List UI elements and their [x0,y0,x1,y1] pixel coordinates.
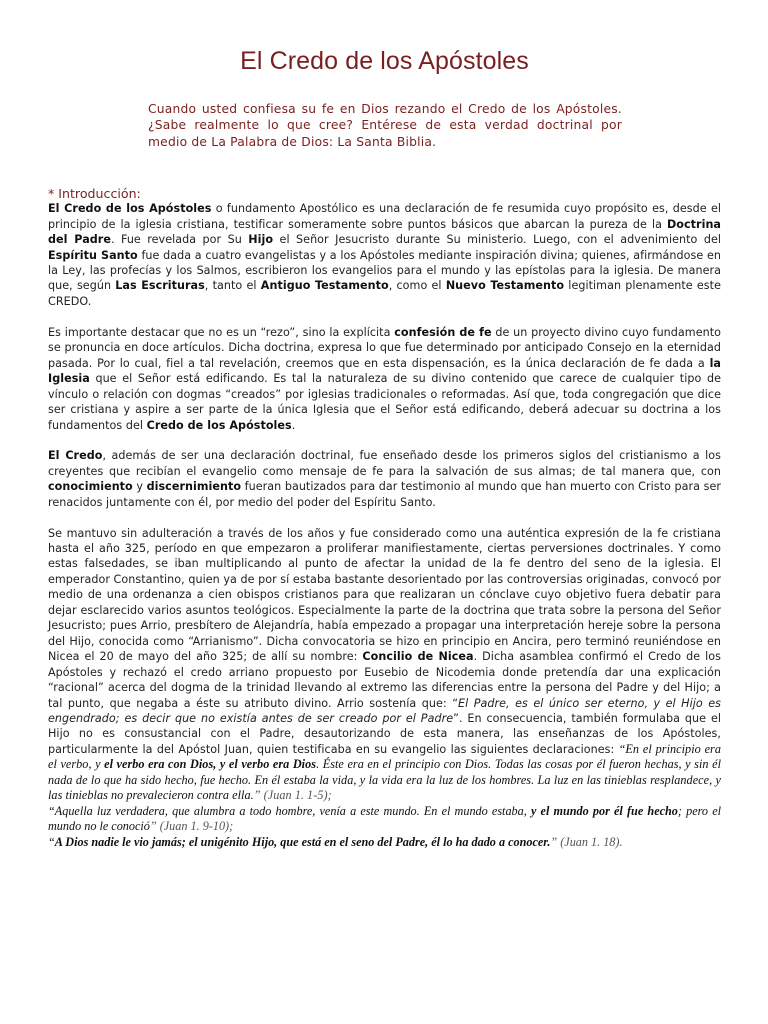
quote-text: “Aquella luz verdadera, que alumbra a todo hombre, venía a este mundo. En el mundo estaba, [48,803,531,818]
bold-text: la Iglesia [48,356,721,386]
bible-reference: ” (Juan 1. 1-5); [253,788,332,803]
text: Es importante destacar que no es un “rezo”, sino la explícita [48,325,395,339]
bold-text: El Credo [48,449,103,463]
text: fueran bautizados para dar testimonio al mundo que han muerto con Cristo para ser renacidos juntamente con él, por medio del poder del Espíritu Santo. [48,480,721,509]
paragraph-1 [48,201,721,309]
quote-text: ; pero el mundo no le conoció [48,803,721,834]
bold-text: Nuevo Testamento [445,279,565,293]
bold-text: discernimiento [146,480,242,494]
italic-quote: El Padre, es el único ser eterno, y el Hijo es engendrado; es decir que no existía antes de ser creado por el Padre [48,696,721,725]
bold-text: Antiguo Testamento [260,279,389,293]
quote-text: . Éste era en el principio con Dios. Todas las cosas por él fueron hechas, y sin él nada de lo que ha sido hecho, fue hecho. En él estaba la vida, y la vida era la luz de los hombres. La luz en las tinieblas resplandece, y las tinieblas no prevalecieron contra ella. [48,757,722,803]
bible-reference: ” (Juan 1. 9-10); [149,819,234,834]
quote-bold-text: A Dios nadie le vio jamás; el unigénito Hijo, que está en el seno del Padre, él lo ha dado a conocer. [54,834,551,849]
quote-bold-text: el verbo era con Dios, y el verbo era Dios [104,757,317,772]
text: de un proyecto divino cuyo fundamento se pronuncia en doce artículos. Dicha doctrina, expresa lo que fue determinado por anticipado Consejo en la eternidad pasada. Por lo cual, fiel a tal revelación, creemos que en esta dispensación, es la única declaración de fe dada a [48,325,721,370]
text: y [132,480,147,494]
bold-text: Espíritu Santo [48,248,138,262]
bible-quote-2 [48,835,721,850]
bold-text: El Credo de los Apóstoles [48,202,212,216]
text: el Señor Jesucristo durante Su ministerio. Luego, con el advenimiento del [273,233,722,247]
text: . Dicha asamblea confirmó el Credo de los Apóstoles y rechazó el credo arriano propuesto por Eusebio de Nicodemia donde pretendía dar una explicación “racional” acerca del dogma de la trinidad llevando al extremo las diferencias entre la persona del Padre y del Hijo; a tal punto, que negaba a éste su atributo divino. Arrio sostenía que: “ [48,650,722,710]
bold-text: confesión de fe [394,325,492,339]
text: o fundamento Apostólico es una declaración de fe resumida cuyo propósito es, desde el principio de la iglesia cristiana, testificar someramente sobre puntos básicos que abarcan la pureza de la [48,202,721,231]
bold-text: Credo de los Apóstoles [146,418,292,432]
document-title: El Credo de los Apóstoles [240,47,529,75]
bold-text: conocimiento [48,480,133,494]
text: ”. En consecuencia, también formulaba que el Hijo no es consustancial con el Padre, desautorizando de esta manera, las enseñanzas de los Apóstoles, particularmente la del Apóstol Juan, quien testificaba en su evangelio las siguientes declaraciones: [48,711,722,756]
bible-quotes [48,804,721,850]
text: , tanto el [204,279,261,293]
text: , además de ser una declaración doctrinal, fue enseñado desde los primeros siglos del cristianismo a los creyentes que recibían el evangelio como mensaje de fe para la salvación de sus almas; de tal manera que, con [48,449,721,478]
text: . Fue revelada por Su [110,233,249,247]
intro-summary: Cuando usted confiesa su fe en Dios rezando el Credo de los Apóstoles. ¿Sabe realmente lo que cree? Entérese de esta verdad doctrinal por medio de La Palabra de Dios: La Santa Biblia. [148,102,622,149]
bold-text: Doctrina del Padre [48,217,721,247]
text: legitiman plenamente este CREDO. [48,279,721,308]
paragraph-4 [48,526,721,804]
bold-text: Las Escrituras [115,279,205,293]
paragraph-2 [48,325,721,433]
bold-text: Concilio de Nicea [362,650,474,664]
section-heading: * Introducción: [48,186,141,202]
quote-text: “En el principio era el verbo, y [48,741,721,772]
paragraph-3 [48,448,721,510]
document-body [48,201,721,803]
text: . [291,418,296,432]
text: fue dada a cuatro evangelistas y a los Apóstoles mediante inspiración divina; quienes, afirmándose en la Ley, las profecías y los Salmos, escribieron los evangelios para el mundo y las epístolas para la iglesia. De manera que, según [48,248,721,293]
text: Se mantuvo sin adulteración a través de los años y fue considerado como una auténtica expresión de la fe cristiana hasta el año 325, período en que empezaron a proliferar manifiestamente, ciertas perversiones doctrinales. Y como estas falsedades, se iban multiplicando al punto de afectar la unidad de la fe dentro del seno de la iglesia. El emperador Constantino, quien ya de por sí estaba bastante desorientado por las controversias originadas, convocó por medio de una ordenanza a cien obispos cristianos para que realizaran un cónclave cuyo objetivo fuera debatir para dejar esclarecido varios asuntos teológicos. Especialmente la parte de la doctrina que trata sobre la persona del Señor Jesucristo; pues Arrio, presbítero de Alejandría, había empezado a propagar una interpretación hereje sobre la persona del Hijo, conocida como “Arrianismo”. Dicha convocatoria se hizo en principio en Ancira, pero terminó reuniéndose en Nicea el 20 de mayo del año 325; de allí su nombre: [48,526,721,664]
text: , como el [388,279,446,293]
quote-text: “ [48,834,55,849]
bible-reference: ” (Juan 1. 18). [550,834,623,849]
text: que el Señor está edificando. Es tal la naturaleza de su divino contenido que carece de cualquier tipo de vínculo o relación con dogmas “creados” por iglesias tradicionales o reformadas. Así que, toda congregación que dice ser cristiana y aspire a ser parte de la única Iglesia que el Señor está edificando, deberá adecuar su doctrina a los fundamentos del [48,372,721,432]
bold-text: Hijo [248,233,274,247]
quote-bold-text: y el mundo por él fue hecho [530,803,678,818]
bible-quote-1 [48,804,721,835]
